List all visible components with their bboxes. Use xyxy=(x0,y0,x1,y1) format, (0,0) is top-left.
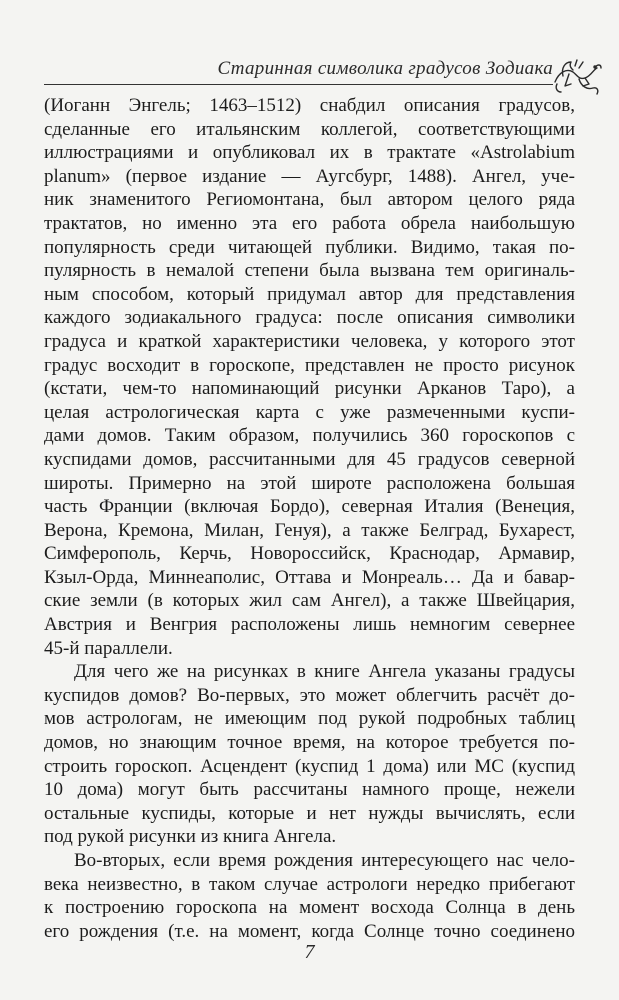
text-line: остальные куспиды, которые и нет нужды вычислять, если xyxy=(44,802,575,824)
text-line: Для чего же на рисунках в книге Ангела указаны градусы xyxy=(74,661,575,683)
text-line: (Иоганн Энгель; 1463–1512) снабдил описания градусов, xyxy=(44,95,575,116)
text-line: трактатов, но именно эта его работа обрела наибольшую xyxy=(44,212,575,234)
text-line: часть Франции (включая Бордо), северная Италия (Венеция, xyxy=(44,496,575,518)
text-line: Симферополь, Керчь, Новороссийск, Краснодар, Армавир, xyxy=(44,543,575,565)
text-line: Кзыл-Орда, Миннеаполис, Оттава и Монреаль… Да и бавар- xyxy=(44,566,575,588)
page-number: 7 xyxy=(304,941,315,963)
text-line: Верона, Кремона, Милан, Генуя), а также Белград, Бухарест, xyxy=(44,519,575,541)
text-line: под рукой рисунки из книга Ангела. xyxy=(44,826,337,848)
running-title: Старинная символика градусов Зодиака xyxy=(217,58,553,79)
text-line: ник знаменитого Региомонтана, был автором целого ряда xyxy=(44,189,575,211)
text-line: целая астрологическая карта с уже размеченными куспи- xyxy=(44,401,575,423)
text-line: строить гороскоп. Асцендент (куспид 1 дома) или МС (куспид xyxy=(44,755,575,777)
running-header xyxy=(44,58,609,88)
text-line: Во-вторых, если время рождения интересующего нас чело- xyxy=(74,850,575,871)
text-line: куспидами домов, рассчитанными для 45 градусов северной xyxy=(44,448,575,470)
text-line: к построению гороскопа на момент восхода Солнца в день xyxy=(44,897,575,919)
text-line: дами домов. Таким образом, получились 360 гороскопов с xyxy=(44,425,575,447)
text-line: пулярность в немалой степени была вызвана тем оригиналь- xyxy=(44,260,575,282)
text-line: planum» (первое издание — Аугсбург, 1488). Ангел, уче- xyxy=(44,165,575,187)
body-text xyxy=(44,94,575,943)
text-line: 45-й параллели. xyxy=(44,637,173,659)
text-line: градуса и краткой характеристики человека, у которого этот xyxy=(44,330,575,352)
text-line: ские земли (в которых жил сам Ангел), а также Швейцария, xyxy=(44,590,575,612)
text-line: домов, но знающим точное время, на которое требуется по- xyxy=(44,732,575,754)
text-line: иллюстрациями и опубликовал их в трактате «Astrolabium xyxy=(44,142,575,164)
text-line: его рождения (т.е. на момент, когда Солнце точно соединено xyxy=(44,920,575,942)
text-line: века неизвестно, в таком случае астрологи нередко прибегают xyxy=(44,873,575,895)
text-line: широты. Примерно на этой широте расположена большая xyxy=(44,472,575,494)
text-line: каждого зодиакального градуса: после описания символики xyxy=(44,307,575,329)
text-line: сделанные его итальянским коллегой, соответствующими xyxy=(44,118,575,140)
text-line: (кстати, чем-то напоминающий рисунки Арканов Таро), а xyxy=(44,378,575,400)
text-line: градус восходит в гороскопе, представлен не просто рисунок xyxy=(44,354,575,376)
text-line: популярность среди читающей публики. Видимо, такая по- xyxy=(44,236,575,258)
text-line: Австрия и Венгрия расположены лишь немногим севернее xyxy=(44,614,575,636)
text-line: 10 дома) могут быть рассчитаны намного проще, нежели xyxy=(44,779,575,801)
text-line: мов астрологам, не имеющим под рукой подробных таблиц xyxy=(44,708,575,730)
text-line: ным способом, который придумал автор для представления xyxy=(44,283,575,305)
text-line: куспидов домов? Во-первых, это может облегчить расчёт до- xyxy=(44,684,575,706)
header-rule xyxy=(44,84,553,85)
